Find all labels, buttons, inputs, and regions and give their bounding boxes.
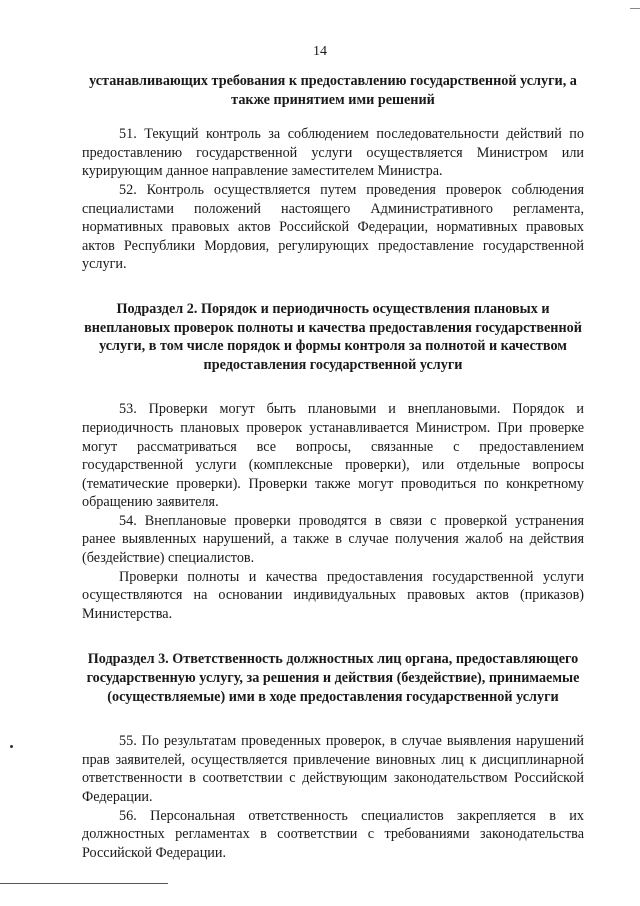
spacer	[82, 706, 584, 732]
paragraph-52: 52. Контроль осуществляется путем проведения проверок соблюдения специалистами положений настоящего Административного регламента, нормативных правовых актов Российской Федерации, нормативных правовых актов Республики Мордовия, регулирующих предоставление государственной услуги.	[82, 181, 584, 273]
subsection-2-heading: Подраздел 2. Порядок и периодичность осуществления плановых и внеплановых проверок полноты и качества предоставления государственной услуги, в том числе порядок и формы контроля за полнотой и качеством предоставления государственной услуги	[84, 300, 582, 373]
scan-corner-mark	[630, 8, 640, 9]
spacer	[82, 274, 584, 300]
paragraph-51: 51. Текущий контроль за соблюдением последовательности действий по предоставлению государственной услуги осуществляется Министром или курирующим данное направление заместителем Министра.	[82, 126, 584, 180]
scan-dot	[10, 745, 13, 748]
section-heading-continued: устанавливающих требования к предоставлению государственной услуги, а также принятием ими решений	[89, 73, 577, 108]
paragraph-inspections: Проверки полноты и качества предоставления государственной услуги осуществляются на основании индивидуальных правовых актов (приказов) Министерства.	[82, 568, 584, 622]
paragraph-56: 56. Персональная ответственность специалистов закрепляется в их должностных регламентах в соответствии с требованиями законодательства Российской Федерации.	[82, 807, 584, 861]
document-body	[82, 72, 584, 862]
spacer	[82, 109, 584, 125]
spacer	[82, 623, 584, 650]
paragraph-53: 53. Проверки могут быть плановыми и внеплановыми. Порядок и периодичность плановых проверок устанавливается Министром. При проверке могут рассматриваться все вопросы, связанные с предоставлением государственной услуги (комплексные проверки), или отдельные вопросы (тематические проверки). Проверки также могут проводиться по конкретному обращению заявителя.	[82, 401, 584, 511]
bottom-edge-line	[0, 883, 168, 884]
spacer	[82, 374, 584, 400]
paragraph-55: 55. По результатам проведенных проверок, в случае выявления нарушений прав заявителей, осуществляется привлечение виновных лиц к дисциплинарной ответственности в соответствии с действующим законодательством Российской Федерации.	[82, 733, 584, 805]
page-number: 14	[313, 44, 327, 59]
paragraph-54: 54. Внеплановые проверки проводятся в связи с проверкой устранения ранее выявленных нарушений, а также в случае получения жалоб на действия (бездействие) специалистов.	[82, 512, 584, 567]
subsection-3-heading: Подраздел 3. Ответственность должностных лиц органа, предоставляющего государственную услугу, за решения и действия (бездействие), принимаемые (осуществляемые) ими в ходе предоставления государственной услуги	[86, 651, 580, 705]
